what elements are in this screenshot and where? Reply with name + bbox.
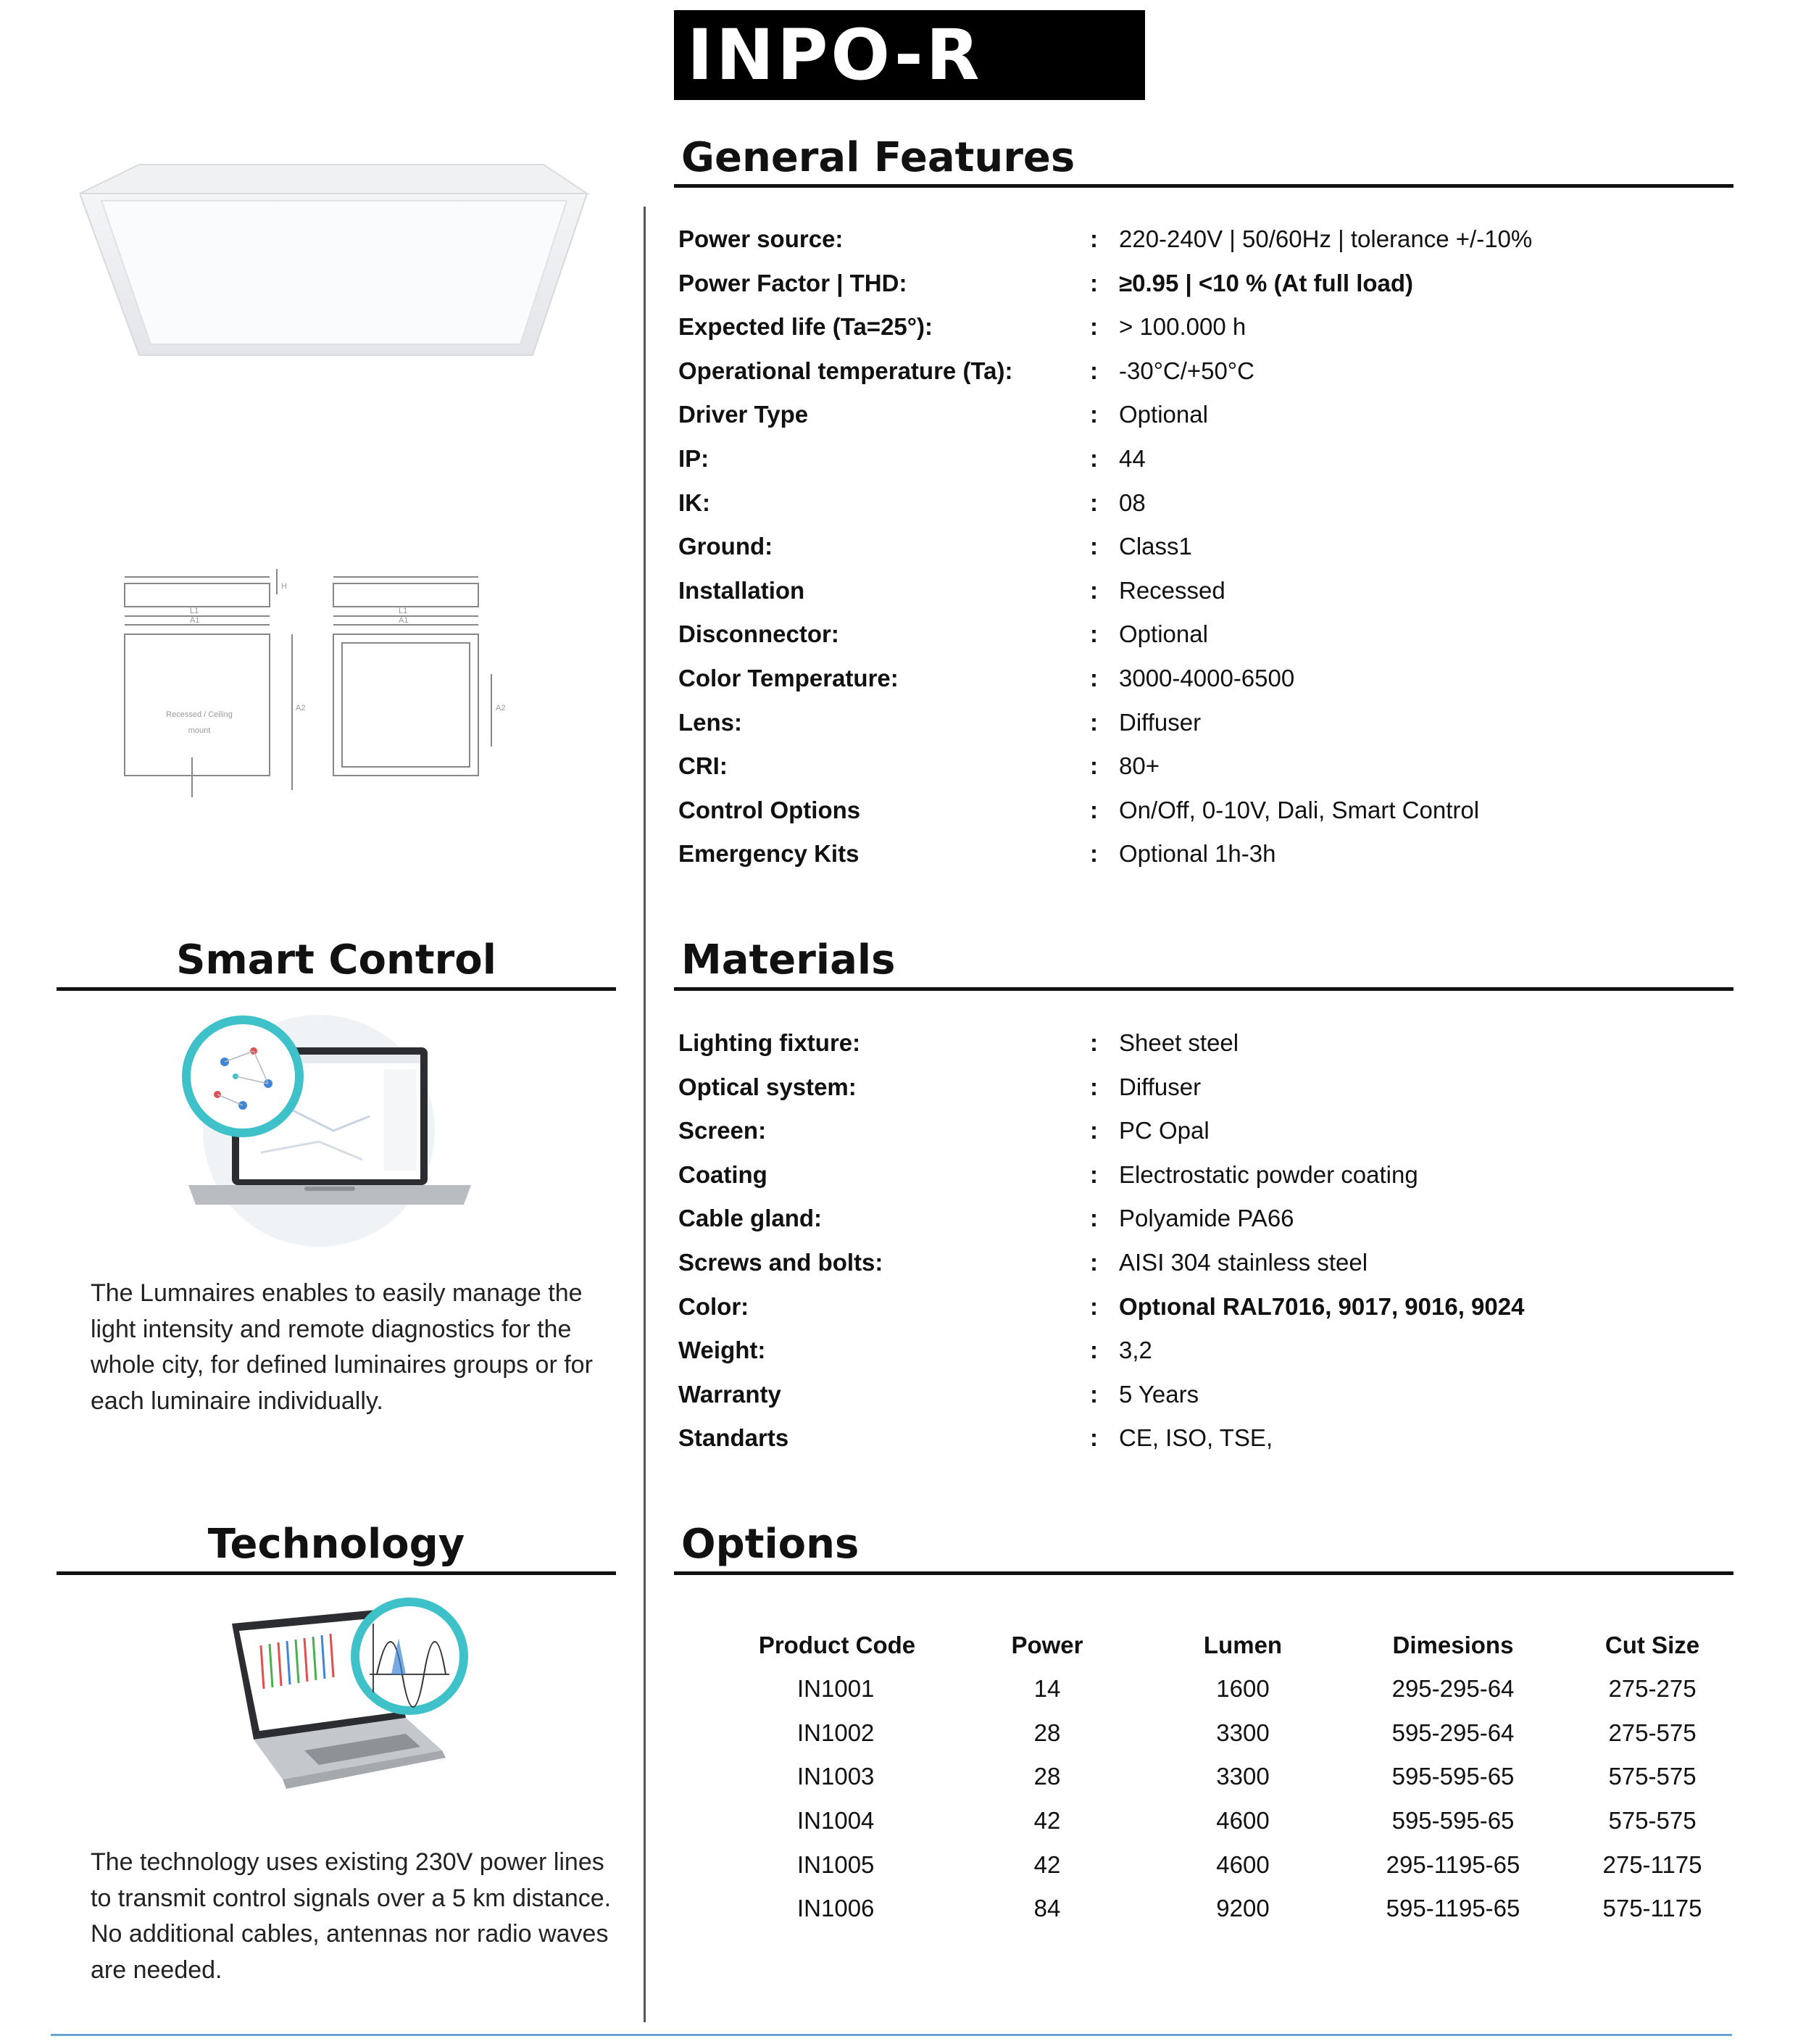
spec-label: Color: [678,1292,749,1320]
cell-dimensions: 295-295-64 [1391,1675,1515,1703]
spec-label: IP: [678,444,709,472]
spec-label: Expected life (Ta=25°): [678,313,933,341]
spec-label: Standarts [678,1424,789,1452]
cell-lumen: 9200 [1216,1895,1270,1922]
product-photo [80,156,594,366]
spec-separator: : [1090,1337,1098,1364]
spec-label: Control Options [678,796,861,823]
drawing-label-width: A1 [190,616,200,625]
smart-control-rule [57,987,616,991]
cell-dimensions: 595-595-65 [1391,1763,1515,1790]
spec-value: Recessed [1119,576,1225,604]
spec-separator: : [1090,840,1098,868]
spec-label: Emergency Kits [678,840,860,868]
spec-value: Diffuser [1119,708,1202,736]
spec-label: IK: [678,489,710,516]
spec-label: Installation [678,576,805,604]
spec-separator: : [1090,664,1098,691]
general-features-rule [674,184,1734,188]
spec-value: CE, ISO, TSE, [1119,1424,1273,1452]
spec-separator: : [1090,1029,1098,1056]
spec-separator: : [1090,1160,1098,1188]
technology-laptop-image [217,1595,478,1812]
smart-control-description: The Lumnaires enables to easily manage the light intensity and remote diagnostics for the whole city, for defined luminaires groups or for each luminaire individually. [91,1279,593,1415]
spec-separator: : [1090,489,1098,516]
spec-separator: : [1090,401,1098,428]
spec-value: 44 [1119,444,1146,472]
technology-rule [57,1571,616,1575]
table-row [732,1711,1732,1756]
spec-label: CRI: [678,752,728,780]
cell-cut-size: 275-275 [1608,1675,1697,1703]
spec-label: Power Factor | THD: [678,269,907,296]
cell-dimensions: 595-295-64 [1391,1719,1515,1746]
smart-control-laptop-image [174,1015,486,1254]
spec-value: ≥0.95 | <10 % (At full load) [1119,269,1414,296]
smart-control-heading: Smart Control [176,936,496,984]
spec-value: 220-240V | 50/60Hz | tolerance +/-10% [1119,225,1533,252]
spec-separator: : [1090,533,1098,560]
cell-cut-size: 575-1175 [1602,1895,1702,1922]
cell-lumen: 3300 [1216,1719,1270,1746]
spec-value: 3000-4000-6500 [1119,664,1295,691]
spec-value: Diffuser [1119,1073,1202,1100]
cell-lumen: 1600 [1216,1675,1270,1703]
spec-separator: : [1090,752,1098,780]
cell-product-code: IN1004 [797,1807,875,1835]
general-features-heading: General Features [681,134,1075,181]
spec-label: Color Temperature: [678,664,899,691]
spec-label: Driver Type [678,401,809,428]
spec-label: Power source: [678,225,844,252]
drawing-label-length: L1 [190,607,199,615]
spec-value: Electrostatic powder coating [1119,1160,1418,1188]
spec-value: PC Opal [1119,1117,1210,1144]
drawing-label-side-2: A2 [496,704,506,713]
col-cut-size: Cut Size [1605,1632,1700,1658]
spec-value: 08 [1119,489,1146,516]
col-dimensions: Dimesions [1392,1632,1514,1658]
column-divider [644,207,646,2022]
spec-value: Class1 [1119,533,1192,560]
drawing-label-side: A2 [296,704,306,713]
spec-separator: : [1090,1424,1098,1452]
cell-lumen: 4600 [1216,1850,1270,1878]
spec-separator: : [1090,620,1098,648]
materials-heading: Materials [681,936,896,984]
spec-label: Screws and bolts: [678,1248,883,1276]
spec-separator: : [1090,225,1098,252]
cell-lumen: 3300 [1216,1763,1270,1790]
spec-value: Optıonal RAL7016, 9017, 9016, 9024 [1119,1292,1525,1320]
spec-label: Coating [678,1160,767,1188]
cell-power: 28 [1033,1763,1061,1790]
footer-rule [51,2034,1732,2036]
drawing-label-length-2: L1 [399,607,408,615]
spec-separator: : [1090,796,1098,823]
options-heading: Options [681,1521,860,1568]
spec-separator: : [1090,1205,1098,1232]
spec-label: Weight: [678,1337,766,1364]
spec-value: On/Off, 0-10V, Dali, Smart Control [1119,796,1480,823]
cell-product-code: IN1006 [797,1895,875,1922]
cell-power: 28 [1033,1719,1061,1746]
spec-value: Optional 1h-3h [1119,840,1276,868]
spec-value: 80+ [1119,752,1160,780]
table-row [732,1799,1732,1843]
spec-label: Operational temperature (Ta): [678,357,1013,384]
cell-product-code: IN1005 [797,1850,875,1878]
cell-power: 84 [1033,1895,1061,1922]
spec-separator: : [1090,708,1098,736]
drawing-label-recessed: Recessed / Ceiling mount [166,710,233,735]
spec-separator: : [1090,1073,1098,1100]
cell-product-code: IN1003 [797,1763,875,1790]
cell-cut-size: 275-1175 [1602,1850,1702,1878]
spec-separator: : [1090,269,1098,296]
spec-label: Ground: [678,533,773,560]
cell-power: 42 [1033,1807,1061,1835]
spec-label: Screen: [678,1117,767,1144]
spec-value: Optional [1119,401,1208,428]
product-title-box [674,10,1145,100]
spec-separator: : [1090,357,1098,384]
drawing-label-height: H [281,582,287,591]
col-power: Power [1011,1632,1083,1658]
cell-cut-size: 275-575 [1608,1719,1697,1746]
table-row [732,1842,1732,1887]
table-row [732,1755,1732,1799]
col-lumen: Lumen [1203,1632,1283,1658]
drawing-label-width-2: A1 [399,616,409,625]
spec-separator: : [1090,313,1098,341]
technical-drawing [109,565,515,797]
spec-label: Cable gland: [678,1205,823,1232]
cell-product-code: IN1001 [797,1675,875,1703]
spec-label: Lens: [678,708,743,736]
spec-label: Warranty [678,1380,781,1408]
spec-separator: : [1090,1117,1098,1144]
options-header-row [732,1624,1732,1667]
spec-value: -30°C/+50°C [1119,357,1254,384]
options-rule [674,1571,1734,1575]
spec-label: Optical system: [678,1073,857,1100]
spec-separator: : [1090,444,1098,472]
spec-separator: : [1090,1248,1098,1276]
cell-dimensions: 595-595-65 [1391,1807,1515,1835]
cell-lumen: 4600 [1216,1807,1270,1835]
spec-value: 5 Years [1119,1380,1199,1408]
cell-dimensions: 595-1195-65 [1386,1895,1520,1922]
spec-value: Polyamide PA66 [1119,1205,1294,1232]
cell-dimensions: 295-1195-65 [1386,1850,1520,1878]
technology-heading: Technology [207,1521,465,1568]
table-row [732,1887,1732,1931]
cell-cut-size: 575-575 [1608,1763,1697,1790]
spec-value: 3,2 [1119,1337,1152,1364]
cell-power: 42 [1033,1850,1061,1878]
spec-label: Disconnector: [678,620,839,648]
spec-separator: : [1090,1292,1098,1320]
spec-separator: : [1090,576,1098,604]
materials-rule [674,987,1734,991]
cell-cut-size: 575-575 [1608,1807,1697,1835]
spec-value: Optional [1119,620,1208,648]
product-title: INPO-R [687,14,983,96]
spec-value: Sheet steel [1119,1029,1239,1056]
table-row [732,1667,1732,1711]
cell-product-code: IN1002 [797,1719,875,1746]
spec-separator: : [1090,1380,1098,1408]
spec-label: Lighting fixture: [678,1029,861,1056]
spec-value: AISI 304 stainless steel [1119,1248,1368,1276]
spec-value: > 100.000 h [1119,313,1246,341]
options-table [732,1624,1732,1931]
cell-power: 14 [1033,1675,1061,1703]
technology-description: The technology uses existing 230V power lines to transmit control signals over a 5 km distance. No additional cables, antennas nor radio waves are needed. [91,1848,612,1984]
col-product-code: Product Code [758,1632,916,1658]
